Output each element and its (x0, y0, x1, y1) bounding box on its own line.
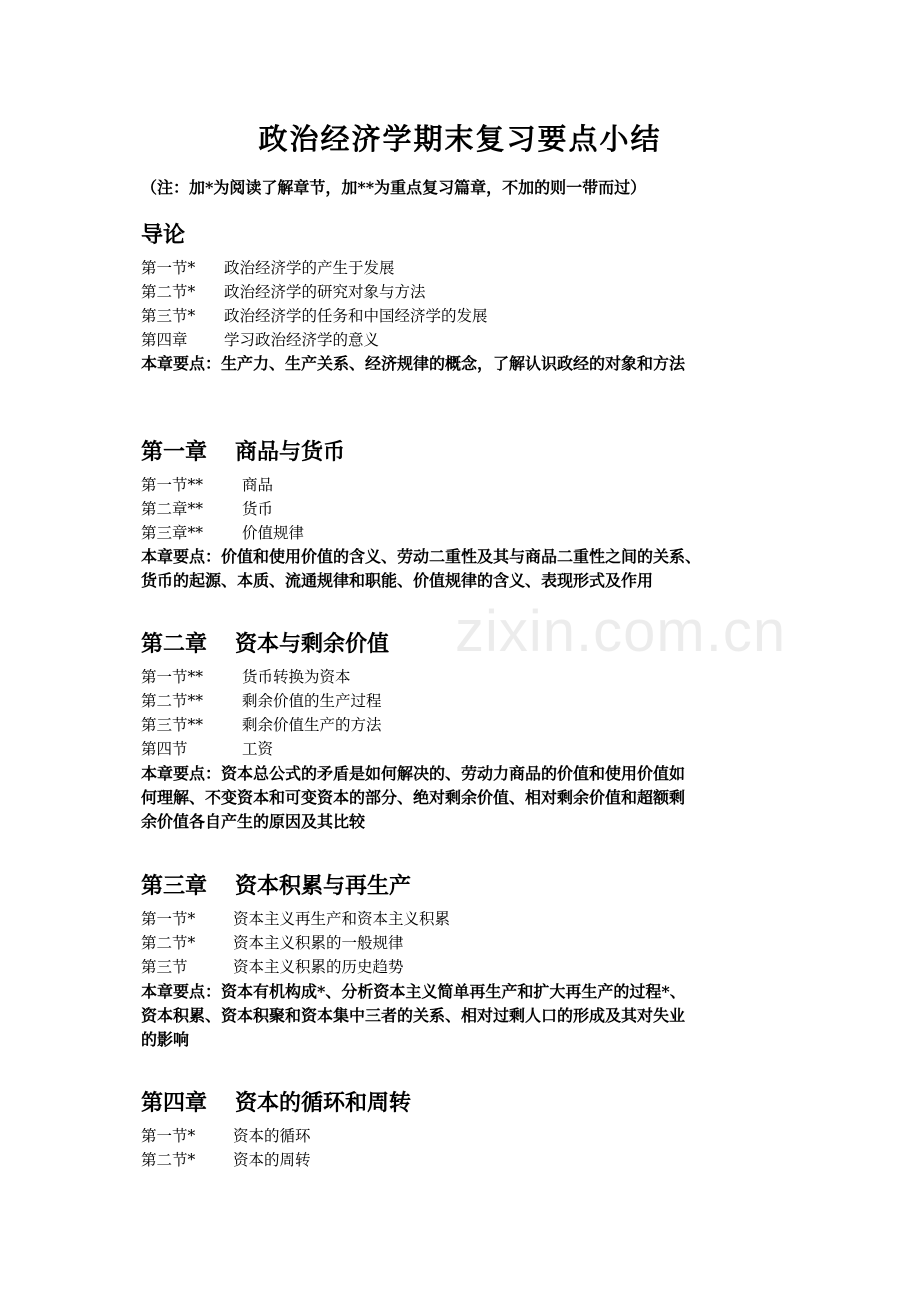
intro-item (141, 257, 395, 279)
chapter-2-item (141, 714, 382, 736)
section-name: 政治经济学的产生于发展 (224, 259, 395, 277)
chapter-3-item (141, 932, 404, 954)
key-line: 本章要点：资本总公式的矛盾是如何解决的、劳动力商品的价值和使用价值如 (141, 764, 686, 783)
chapter-title: 资本积累与再生产 (235, 873, 412, 899)
section-code: 第二节* (141, 1151, 196, 1169)
chapter-3-item (141, 956, 404, 978)
section-code: 第二章** (141, 500, 204, 518)
section-name: 价值规律 (242, 524, 305, 542)
section-name: 资本主义积累的历史趋势 (233, 958, 404, 976)
chapter-1-item (141, 474, 274, 496)
section-name: 资本的循环 (233, 1127, 311, 1145)
chapter-number: 第四章 (141, 1090, 208, 1116)
key-line: 本章要点：生产力、生产关系、经济规律的概念，了解认识政经的对象和方法 (141, 354, 686, 373)
section-name: 学习政治经济学的意义 (224, 331, 380, 349)
section-code: 第一节** (141, 668, 204, 686)
chapter-3-item (141, 908, 451, 930)
key-line: 资本积累、资本积聚和资本集中三者的关系、相对过剩人口的形成及其对失业 (141, 1006, 686, 1025)
intro-heading: 导论 (141, 222, 186, 248)
chapter-title: 资本与剩余价值 (235, 631, 390, 657)
section-name: 资本的周转 (233, 1151, 311, 1169)
chapter-number: 第一章 (141, 439, 208, 465)
section-name: 货币 (242, 500, 274, 518)
page-title: 政治经济学期末复习要点小结 (258, 122, 662, 156)
section-name: 工资 (242, 740, 274, 758)
chapter-title: 资本的循环和周转 (235, 1090, 412, 1116)
chapter-key-points (141, 762, 791, 834)
legend-note: （注：加*为阅读了解章节，加**为重点复习篇章，不加的则一带而过） (141, 178, 647, 197)
section-name: 商品 (242, 476, 274, 494)
section-code: 第四章 (141, 331, 188, 349)
section-name: 货币转换为资本 (242, 668, 351, 686)
chapter-key-points (141, 352, 791, 376)
section-code: 第三节* (141, 307, 196, 325)
key-line: 的影响 (141, 1030, 190, 1049)
section-code: 第二节** (141, 692, 204, 710)
chapter-number: 第三章 (141, 873, 208, 899)
chapter-1-heading (141, 435, 345, 466)
section-name: 资本主义积累的一般规律 (233, 934, 404, 952)
key-line: 余价值各自产生的原因及其比较 (141, 812, 366, 831)
section-code: 第一节* (141, 259, 196, 277)
key-line: 何理解、不变资本和可变资本的部分、绝对剩余价值、相对剩余价值和超额剩 (141, 788, 686, 807)
section-name: 剩余价值的生产过程 (242, 692, 382, 710)
section-code: 第二节* (141, 283, 196, 301)
chapter-title: 商品与货币 (235, 439, 346, 465)
chapter-key-points (141, 980, 791, 1052)
section-code: 第四节 (141, 740, 188, 758)
chapter-3-heading (141, 869, 411, 900)
watermark: zixin.com.cn (455, 599, 787, 664)
section-code: 第二节* (141, 934, 196, 952)
chapter-2-item (141, 738, 274, 760)
intro-item (141, 305, 488, 327)
chapter-4-item (141, 1125, 311, 1147)
key-line: 本章要点：资本有机构成*、分析资本主义简单再生产和扩大再生产的过程*、 (141, 982, 686, 1001)
chapter-2-heading (141, 627, 389, 658)
chapter-4-heading (141, 1086, 411, 1117)
chapter-4-item (141, 1149, 311, 1171)
intro-item (141, 329, 380, 351)
section-code: 第一节* (141, 1127, 196, 1145)
intro-item (141, 281, 426, 303)
chapter-number: 第二章 (141, 631, 208, 657)
chapter-key-points (141, 545, 791, 593)
chapter-1-item (141, 522, 305, 544)
section-code: 第三章** (141, 524, 204, 542)
key-line: 货币的起源、本质、流通规律和职能、价值规律的含义、表现形式及作用 (141, 571, 654, 590)
section-name: 政治经济学的研究对象与方法 (224, 283, 426, 301)
section-name: 政治经济学的任务和中国经济学的发展 (224, 307, 488, 325)
key-line: 本章要点：价值和使用价值的含义、劳动二重性及其与商品二重性之间的关系、 (141, 547, 702, 566)
chapter-2-item (141, 690, 382, 712)
section-code: 第一节* (141, 910, 196, 928)
chapter-2-item (141, 666, 351, 688)
section-name: 资本主义再生产和资本主义积累 (233, 910, 451, 928)
chapter-1-item (141, 498, 274, 520)
section-name: 剩余价值生产的方法 (242, 716, 382, 734)
section-code: 第三节 (141, 958, 188, 976)
section-code: 第三节** (141, 716, 204, 734)
section-code: 第一节** (141, 476, 204, 494)
